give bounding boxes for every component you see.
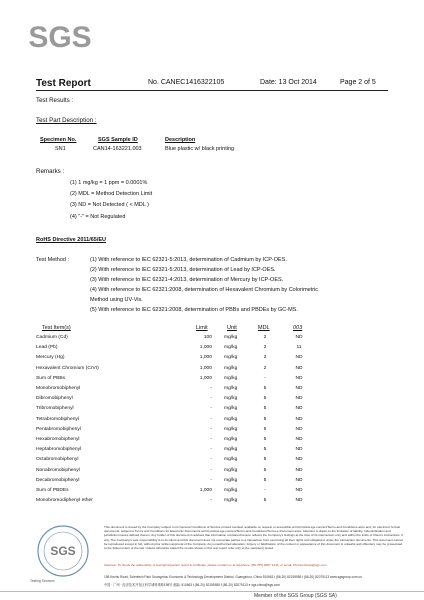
address-chinese: 中国 · 广州 · 经济技术开发区科学城科珠路198号 邮编: 510663 t (86-20) 82155555 f (86-20) 82075113 e sgs.china@sgs.com	[104, 583, 280, 587]
results-header-limit: Limit	[196, 325, 208, 331]
specimen-desc: Blue plastic w/ black printing	[165, 146, 235, 152]
results-unit: mg/kg	[224, 406, 238, 412]
test-results-label: Test Results :	[36, 97, 74, 104]
results-limit: -	[210, 498, 212, 504]
results-item: Monobromodiphenyl ether	[36, 498, 93, 504]
results-limit: -	[210, 396, 212, 402]
test-method-line: (5) With reference to IEC 62321:2008, determination of PBBs and PBDEs by GC-MS.	[90, 307, 298, 313]
results-unit: mg/kg	[224, 457, 238, 463]
results-item: Nonabromobiphenyl	[36, 467, 80, 473]
legal-disclaimer: This document is issued by the Company subject to its General Conditions of Service printed overleaf, available on request or accessible at http://www.sgs.com/en/Terms-and-Conditions.aspx and, for electronic format documents, subject to Terms and Conditions for Electronic Documents at http://www.sgs.com/en/Terms-and-Conditions/Terms-e-Document.aspx. Attention is drawn to the limitation of liability, indemnification and jurisdiction issues defined therein. Any holder of this document is advised that information contained hereon reflects the Company's findings at the time of its intervention only and within the limits of Client's instructions, if any. The Company's sole responsibility is to its Client and this document does not exonerate parties to a transaction from exercising all their rights and obligations under the transaction documents. This document cannot be reproduced except in full, without prior written approval of the Company. Any unauthorized alteration, forgery or falsification of the content or appearance of this document is unlawful and offenders may be prosecuted to the fullest extent of the law. Unless otherwise stated the results shown in this test report refer only to the sample(s) tested.	[104, 525, 403, 551]
test-method-line: (2) With reference to IEC 62321-5:2013, determination of Lead by ICP-OES.	[90, 267, 276, 273]
results-unit: mg/kg	[224, 335, 238, 340]
results-limit: -	[210, 457, 212, 463]
results-mdl: 5	[263, 416, 267, 422]
results-unit: mg/kg	[224, 426, 238, 432]
results-unit: mg/kg	[224, 345, 238, 351]
results-limit: -	[210, 406, 212, 412]
results-mdl: 5	[263, 477, 267, 483]
results-item: Decabromobiphenyl	[36, 477, 80, 483]
results-unit: mg/kg	[224, 365, 238, 371]
results-limit: -	[210, 416, 212, 422]
address-english: 198 Kezhu Road, Scientech Park Guangzhou Economic & Technology Development District, Guangzhou, China 510663 t (86-20) 82155555 f (86-20) 82075113 www.sgsgroup.com.cn	[104, 575, 362, 579]
results-item: Octabromobiphenyl	[36, 457, 79, 463]
specimen-header-id: SGS Sample ID	[98, 137, 138, 143]
directive-heading: RoHS Directive 2011/65/EU	[36, 237, 107, 243]
results-mdl: 2	[263, 365, 267, 371]
report-number: No. CANEC1416322105	[148, 79, 225, 86]
results-value: ND	[295, 488, 303, 493]
results-value: ND	[295, 406, 303, 412]
test-method-line: (1) With reference to IEC 62321-5:2013, determination of Cadmium by ICP-OES.	[90, 257, 287, 263]
page-indicator: Page 2 of 5	[340, 79, 376, 86]
results-item: Tetrabromobiphenyl	[36, 416, 79, 422]
results-header-unit: Unit	[227, 325, 237, 331]
authenticity-notice: Attention: To check the authenticity of testing/inspection report & certificate, please contact us at telephone: (86-755) 8307 1443, or email: CN.Doccheck@sgs.com	[104, 563, 327, 567]
results-item: Hexavalent Chromium (CrVI)	[36, 365, 99, 371]
results-value: ND	[295, 437, 303, 442]
results-header-mdl: MDL	[258, 325, 270, 331]
test-method-line: Method using UV-Vis.	[90, 297, 143, 303]
results-limit: -	[210, 447, 212, 453]
results-mdl: 5	[263, 426, 267, 432]
results-limit: -	[210, 467, 212, 473]
remark-item: (3) ND = Not Detected ( < MDL )	[70, 202, 149, 208]
results-mdl: 5	[263, 437, 267, 442]
specimen-id: CAN14-163221.003	[93, 146, 142, 152]
results-value: ND	[295, 355, 303, 361]
results-item: Sum of PBDEs	[36, 488, 69, 493]
results-unit: mg/kg	[224, 477, 238, 483]
logo-text: SGS	[28, 21, 92, 54]
results-limit: -	[210, 437, 212, 442]
results-item: Pentabromobiphenyl	[36, 426, 81, 432]
results-header-item: Test Item(s)	[42, 325, 71, 331]
results-value: ND	[295, 457, 303, 463]
results-item: Tribromobiphenyl	[36, 406, 74, 412]
results-value: ND	[295, 416, 303, 422]
results-item: Heptabromobiphenyl	[36, 447, 82, 453]
remark-item: (2) MDL = Method Detection Limit	[70, 191, 153, 197]
stamp-text: Testing Services	[30, 579, 55, 583]
results-mdl: 2	[263, 345, 267, 351]
results-item: Monobromobiphenyl	[36, 386, 81, 391]
results-limit: 1,000	[199, 488, 212, 493]
results-unit: mg/kg	[224, 396, 238, 402]
results-value: 11	[296, 345, 302, 351]
specimen-header-no: Specimen No.	[40, 137, 77, 143]
results-item: Dibromobiphenyl	[36, 396, 73, 402]
results-header-sample: 003	[293, 325, 303, 331]
test-method-line: (3) With reference to IEC 62321-4:2013, determination of Mercury by ICP-OES.	[90, 277, 284, 283]
results-value: ND	[295, 335, 303, 340]
results-mdl: -	[264, 488, 266, 493]
test-method-line: (4) With reference to IEC 62321:2008, determination of Hexavalent Chromium by Colorimetric	[90, 287, 319, 293]
specimen-header-desc: Description	[165, 137, 196, 143]
results-mdl: 5	[263, 386, 267, 391]
results-unit: mg/kg	[224, 355, 238, 361]
results-value: ND	[295, 498, 303, 504]
test-method-label: Test Method :	[36, 257, 70, 263]
results-mdl: 5	[263, 406, 267, 412]
stamp-brand: SGS	[50, 544, 76, 558]
report-date: Date: 13 Oct 2014	[260, 79, 317, 86]
results-value: ND	[295, 375, 303, 381]
results-unit: mg/kg	[224, 416, 238, 422]
results-value: ND	[295, 467, 303, 473]
results-unit: mg/kg	[224, 437, 238, 442]
results-value: ND	[295, 447, 303, 453]
results-value: ND	[295, 426, 303, 432]
sgs-logo	[28, 18, 92, 56]
results-item: Hexabromobiphenyl	[36, 437, 80, 442]
results-limit: 1,000	[199, 365, 212, 371]
results-mdl: -	[264, 375, 266, 381]
results-limit: -	[210, 477, 212, 483]
results-limit: 100	[203, 335, 212, 340]
results-limit: 1,000	[199, 355, 212, 361]
results-limit: -	[210, 426, 212, 432]
results-limit: 1,000	[199, 375, 212, 381]
results-mdl: 5	[263, 396, 267, 402]
results-value: ND	[295, 386, 303, 391]
results-limit: -	[210, 386, 212, 391]
results-mdl: 5	[263, 498, 267, 504]
remark-item: (1) 1 mg/kg = 1 ppm = 0.0001%	[70, 180, 148, 186]
results-limit: 1,000	[199, 345, 212, 351]
results-unit: mg/kg	[224, 488, 238, 493]
results-unit: mg/kg	[224, 447, 238, 453]
results-mdl: 5	[263, 467, 267, 473]
results-item: Mercury (Hg)	[36, 355, 65, 361]
footer-divider	[0, 591, 424, 592]
remarks-label: Remarks :	[36, 168, 65, 175]
results-mdl: 5	[263, 457, 267, 463]
sgs-stamp	[36, 524, 90, 578]
results-mdl: 2	[263, 355, 267, 361]
test-part-label: Test Part Description :	[36, 117, 97, 124]
results-mdl: 5	[263, 447, 267, 453]
header-divider	[36, 90, 388, 91]
results-item: Lead (Pb)	[36, 345, 58, 351]
results-unit: mg/kg	[224, 386, 238, 391]
results-item: Sum of PBBs	[36, 375, 66, 381]
results-unit: mg/kg	[224, 498, 238, 504]
results-unit: mg/kg	[224, 467, 238, 473]
results-value: ND	[295, 365, 303, 371]
results-value: ND	[295, 396, 303, 402]
remark-item: (4) "-" = Not Regulated	[70, 214, 126, 220]
results-unit: mg/kg	[224, 375, 238, 381]
results-item: Cadmium (Cd)	[36, 335, 68, 340]
report-title: Test Report	[36, 78, 91, 89]
specimen-no: SN1	[55, 146, 66, 152]
results-mdl: 2	[263, 335, 267, 340]
results-value: ND	[295, 477, 303, 483]
member-notice: Member of the SGS Group (SGS SA)	[254, 593, 337, 599]
